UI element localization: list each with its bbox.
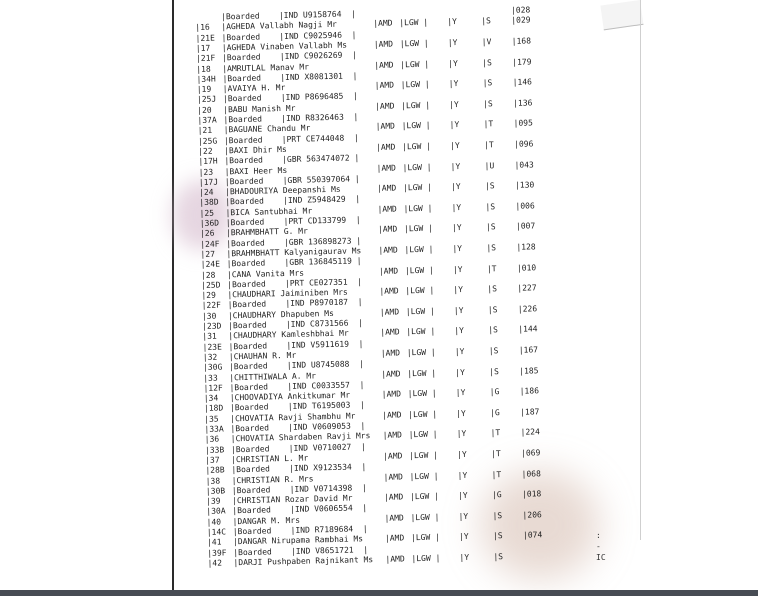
manifest-cell-amd: |AMD (381, 368, 401, 379)
manifest-cell-status: |V (481, 37, 492, 47)
manifest-cell-code: |17J (198, 177, 219, 187)
manifest-cell-status: |S (481, 16, 492, 26)
manifest-cell-code: |34H (196, 74, 216, 84)
manifest-cell-status: |S (492, 510, 503, 521)
manifest-cell-code: |36D (199, 218, 220, 228)
manifest-cell-name: |Boarded |IND Z5948429 | (225, 194, 361, 207)
manifest-cell-code: |23D (202, 321, 222, 331)
manifest-cell-name: |Boarded |GBR 550397064 | (224, 174, 360, 187)
manifest-cell-status: |S (485, 201, 496, 212)
manifest-cell-num: |010 (516, 262, 537, 273)
manifest-cell-amd: |AMD (384, 513, 404, 523)
manifest-cell-name: |DANGAR M. Mrs (232, 515, 301, 526)
manifest-cell-name: |DARJI Pushpaben Rajnikant Ms (233, 554, 374, 568)
manifest-cell-name: |CHAUHAN R. Mr (228, 350, 297, 362)
manifest-cell-status: |U (484, 160, 495, 170)
manifest-cell-amd: |AMD (375, 101, 395, 111)
page-right-edge (640, 0, 641, 540)
manifest-cell-status: |S (488, 346, 499, 356)
manifest-cell-name: |Boarded |IND U9158764 | (221, 9, 357, 22)
manifest-cell-num: |224 (520, 427, 540, 438)
manifest-cell-num: |029 (511, 15, 531, 26)
manifest-cell-amd: |AMD (375, 121, 396, 132)
manifest-cell-y: |Y (458, 511, 469, 521)
manifest-cell-name: |CHAUDHARY Kamleshbhai Mr (228, 328, 349, 341)
manifest-cell-code: |40 (206, 517, 222, 527)
manifest-cell-num: |206 (522, 509, 542, 520)
manifest-cell-name: |CHOOVADIYA Ankitkumar Mr (229, 390, 351, 403)
manifest-cell-y: |Y (453, 285, 464, 295)
manifest-cell-code: |35 (204, 414, 219, 424)
manifest-cell-name: |BHADOURIYA Deepanshi Ms (224, 184, 341, 197)
manifest-cell-y: |Y (457, 470, 468, 480)
manifest-cell-name: |CHRISTIAN L. Mr (231, 453, 309, 465)
manifest-cell-lgw: |LGW | (407, 368, 437, 378)
manifest-cell-status: |G (491, 490, 502, 500)
manifest-cell-amd: |AMD (379, 286, 399, 296)
manifest-cell-amd: |AMD (374, 80, 395, 91)
manifest-cell-y: |Y (457, 449, 467, 460)
manifest-cell-name: |BAGUANE Chandu Mr (223, 123, 311, 135)
manifest-cell-name: |CHITTHIWALA A. Mr (229, 370, 317, 382)
manifest-cell-lgw: |LGW | (402, 141, 432, 152)
manifest-cell-y: |Y (448, 58, 458, 68)
manifest-cell-status: |S (486, 243, 497, 253)
manifest-cell-amd: |AMD (373, 18, 393, 29)
manifest-cell-num: |187 (520, 406, 540, 417)
manifest-cell-y: |Y (455, 367, 465, 377)
manifest-cell-num: |018 (521, 489, 542, 499)
manifest-cell-amd: |AMD (378, 265, 399, 276)
manifest-cell-code: |29 (201, 290, 216, 301)
manifest-cell-num: |185 (519, 365, 539, 376)
manifest-cell-code: |23E (202, 342, 222, 352)
manifest-cell-amd: |AMD (382, 410, 402, 420)
manifest-cell-y: |Y (457, 491, 468, 501)
manifest-cell-amd: |AMD (381, 389, 402, 399)
manifest-cell-name: |Boarded |IND P8696485 | (222, 91, 358, 104)
viewer-bottom-bar (0, 590, 758, 596)
manifest-cell-amd: |AMD (380, 327, 400, 338)
manifest-cell-num: |167 (518, 345, 539, 355)
passenger-manifest (195, 2, 638, 577)
manifest-cell-name: |Boarded |IND P8970187 | (227, 297, 363, 310)
manifest-cell-y: |Y (456, 429, 467, 439)
manifest-cell-y: |Y (448, 79, 459, 89)
manifest-cell-code: |19 (196, 84, 212, 95)
manifest-cell-amd: |AMD (384, 533, 405, 544)
manifest-cell-lgw: |LGW | (404, 265, 434, 275)
manifest-cell-name: |AMRUTLAL Manav Mr (222, 61, 310, 73)
manifest-cell-code: |33A (204, 424, 224, 434)
manifest-cell-name: |Boarded |GBR 563474072 | (224, 153, 360, 166)
manifest-cell-lgw: |LGW | (406, 347, 436, 358)
manifest-cell-name: |BABU Manish Mr (223, 103, 296, 115)
manifest-cell-status: |S (493, 552, 504, 562)
manifest-cell-y: |Y (454, 326, 465, 336)
manifest-cell-code: |32 (202, 352, 218, 362)
manifest-cell-name: |BICA Santubhai Mr (225, 206, 313, 218)
manifest-cell-num: |146 (512, 77, 533, 87)
manifest-cell-num: |144 (518, 324, 538, 335)
manifest-cell-num: |096 (513, 139, 534, 149)
manifest-cell-y: |Y (450, 161, 461, 171)
manifest-cell-code: |18 (196, 64, 211, 74)
manifest-cell-name: |Boarded |IND R7189684 | (232, 524, 368, 537)
manifest-cell-name: |DANGAR Nirupama Rambhai Ms (232, 534, 364, 547)
manifest-cell-status: |S (484, 181, 495, 191)
manifest-cell-lgw: |LGW | (402, 162, 432, 172)
manifest-cell-y: |Y (447, 17, 458, 27)
manifest-cell-code: |30B (205, 486, 226, 496)
margin-mark: - (596, 542, 601, 551)
manifest-cell-status: |S (487, 304, 498, 315)
manifest-cell-y: |Y (459, 552, 470, 563)
manifest-cell-name: |BAXI Dhir Ms (224, 144, 287, 156)
manifest-cell-code: |23 (198, 167, 214, 177)
manifest-cell-amd: |AMD (377, 204, 397, 214)
manifest-cell-num: |007 (515, 221, 536, 232)
manifest-cell-name: |BRAHMBHATT G. Mr (225, 226, 308, 238)
manifest-cell-y: |Y (455, 388, 466, 398)
manifest-cell-amd: |AMD (385, 554, 405, 564)
manifest-cell-y: |Y (452, 243, 463, 254)
manifest-cell-y: |Y (449, 140, 460, 151)
manifest-cell-name: |Boarded |IND T6195003 | (229, 400, 365, 413)
manifest-cell-name: |Boarded |GBR 136898273 | (226, 235, 362, 248)
manifest-cell-code: |25 (199, 208, 215, 218)
manifest-cell-name: |BAXI Heer Ms (224, 165, 288, 176)
manifest-cell-lgw: |LGW | (403, 203, 433, 214)
manifest-cell-name: |AGHEDA Vallabh Nagji Mr (221, 20, 338, 32)
manifest-cell-code: |24E (200, 259, 221, 270)
manifest-cell-code: |33B (204, 445, 225, 455)
manifest-cell-lgw: |LGW | (411, 553, 441, 564)
manifest-cell-code: |17 (195, 43, 211, 53)
manifest-cell-name: |Boarded |IND R8326463 | (223, 112, 359, 125)
manifest-cell-name: |Boarded |IND V0609053 | (230, 421, 366, 434)
manifest-cell-status: |S (492, 531, 503, 541)
manifest-cell-name: |Boarded |IND V5911619 | (228, 338, 364, 351)
manifest-cell-amd: |AMD (376, 162, 396, 173)
manifest-cell-y: |Y (451, 202, 462, 212)
manifest-cell-status: |T (491, 469, 502, 479)
manifest-cell-status: |G (490, 407, 500, 418)
manifest-cell-lgw: |LGW | (410, 532, 440, 543)
manifest-cell-y: |Y (452, 264, 463, 274)
manifest-cell-lgw: |LGW | (399, 38, 429, 49)
manifest-cell-status: |T (483, 140, 494, 150)
manifest-cell-amd: |AMD (383, 492, 404, 502)
manifest-cell-lgw: |LGW | (410, 512, 440, 522)
manifest-cell-code: |34 (203, 393, 219, 403)
manifest-cell-num: |043 (514, 159, 534, 170)
manifest-cell-amd: |AMD (377, 224, 398, 235)
manifest-cell-code: |30G (202, 362, 223, 373)
manifest-cell-y: |Y (449, 120, 460, 130)
manifest-cell-amd: |AMD (380, 348, 401, 358)
manifest-cell-code: |30 (201, 311, 217, 321)
manifest-cell-name: |Boarded |IND V0714398 | (231, 483, 367, 496)
manifest-cell-code: |16 (195, 22, 210, 33)
manifest-cell-code: |22F (201, 300, 222, 311)
manifest-cell-lgw: |LGW | (400, 59, 430, 69)
manifest-cell-status: |S (488, 325, 499, 335)
manifest-cell-status: |S (489, 366, 499, 376)
manifest-cell-name: |CHOVATIA Ravji Shambhu Mr (230, 411, 356, 423)
manifest-cell-amd: |AMD (382, 430, 403, 441)
manifest-cell-code: |21F (195, 53, 216, 64)
manifest-cell-name: |Boarded |IND V0606554 | (232, 503, 368, 516)
manifest-cell-status: |T (486, 263, 497, 273)
manifest-cell-lgw: |LGW | (405, 306, 435, 316)
manifest-cell-name: |BRAHMBHATT Kalyanigaurav Ms (226, 246, 362, 259)
manifest-cell-name: |Boarded |IND C0033557 | (229, 380, 365, 393)
manifest-cell-num: |179 (512, 56, 532, 67)
manifest-cell-name: |CHRISTIAN R. Mrs (231, 473, 314, 485)
manifest-cell-amd: |AMD (373, 39, 394, 49)
manifest-cell-lgw: |LGW | (403, 223, 433, 234)
manifest-cell-code: |25J (196, 94, 217, 105)
manifest-cell-lgw: |LGW | (404, 244, 434, 255)
manifest-cell-name: |Boarded |IND U8745088 | (228, 359, 364, 372)
manifest-cell-code: |30A (206, 506, 226, 517)
manifest-cell-name: |Boarded |IND X9123534 | (231, 462, 367, 475)
manifest-cell-code: |21 (197, 125, 213, 136)
manifest-cell-code: |36 (204, 434, 220, 445)
manifest-cell-code: |39 (206, 496, 221, 506)
manifest-cell-code: |21E (195, 33, 215, 43)
manifest-cell-num: |068 (521, 468, 541, 479)
manifest-cell-status: |S (485, 222, 496, 232)
manifest-cell-lgw: |LGW | (399, 18, 429, 28)
manifest-cell-name: |CANA Vanita Mrs (226, 268, 305, 279)
manifest-cell-name: |CHAUDHARY Dhapuben Ms (227, 308, 334, 321)
margin-mark: IC (596, 553, 606, 562)
manifest-cell-name: |Boarded |GBR 136845119 | (226, 256, 362, 269)
manifest-cell-name: |AGHEDA Vinaben Vallabh Ms (221, 40, 348, 53)
margin-marks (596, 530, 610, 570)
manifest-cell-code: |18D (203, 403, 224, 414)
margin-mark: : (596, 531, 601, 540)
manifest-cell-name: |Boarded |IND V8651721 | (233, 544, 369, 557)
manifest-cell-code: |38D (199, 197, 219, 208)
manifest-cell-y: |Y (449, 99, 459, 109)
manifest-cell-y: |Y (451, 223, 462, 233)
manifest-cell-lgw: |LGW | (400, 79, 430, 90)
manifest-cell-amd: |AMD (383, 451, 403, 461)
manifest-cell-name: |AVAIYA H. Mr (222, 83, 286, 94)
manifest-cell-num: |136 (513, 98, 533, 108)
manifest-cell-num: |168 (511, 36, 532, 46)
manifest-cell-code: |12F (203, 383, 223, 393)
manifest-cell-status: |G (489, 387, 500, 397)
manifest-cell-lgw: |LGW | (402, 182, 433, 193)
manifest-cell-amd: |AMD (376, 142, 396, 152)
manifest-cell-num: |028 (510, 5, 531, 15)
manifest-cell-name: |Boarded |PRT CE744048 | (223, 132, 359, 145)
manifest-cell-status: |T (490, 449, 501, 459)
manifest-cell-code: |39F (207, 548, 227, 558)
manifest-cell-amd: |AMD (374, 60, 394, 70)
manifest-cell-name: |Boarded |IND V0710027 | (230, 441, 366, 454)
manifest-cell-code: |37A (197, 115, 217, 125)
manifest-cell-num: |128 (516, 242, 536, 252)
manifest-cell-lgw: |LGW | (405, 285, 435, 296)
manifest-cell-code: |42 (207, 558, 223, 568)
manifest-cell-code: |33 (203, 373, 218, 383)
manifest-cell-lgw: |LGW | (409, 471, 439, 481)
manifest-cell-num: |226 (517, 304, 538, 314)
manifest-cell-status: |S (487, 284, 498, 294)
manifest-cell-name: |Boarded |IND X8081301 | (222, 71, 358, 84)
manifest-cell-code: |25D (201, 280, 221, 290)
manifest-cell-code: |22 (198, 146, 213, 156)
manifest-cell-status: |T (483, 119, 494, 129)
manifest-cell-code: |28B (205, 465, 225, 476)
manifest-cell-amd: |AMD (376, 183, 397, 194)
manifest-cell-name: |CHAUDHARI Jaiminiben Mrs (227, 287, 348, 300)
manifest-cell-name: |Boarded |PRT CD133799 | (225, 215, 361, 228)
manifest-cell-name: |CHRISTIAN Rozar David Mr (231, 493, 353, 506)
manifest-cell-code: |31 (202, 331, 217, 342)
manifest-cell-lgw: |LGW | (407, 388, 437, 399)
manifest-cell-status: |S (482, 78, 493, 88)
manifest-cell-code: |41 (206, 537, 222, 548)
manifest-cell-name: |Boarded |IND C9026269 | (221, 50, 357, 63)
manifest-cell-code: |24F (200, 239, 220, 249)
manifest-cell-code: |27 (200, 249, 216, 259)
manifest-cell-code: |25G (197, 136, 218, 146)
manifest-cell-num: |227 (517, 283, 537, 293)
manifest-cell-status: |T (490, 428, 501, 438)
manifest-cell-num: |006 (515, 201, 535, 211)
manifest-cell-y: |Y (450, 182, 461, 192)
manifest-cell-code: |20 (197, 105, 212, 115)
manifest-cell-amd: |AMD (378, 245, 398, 255)
manifest-cell-y: |Y (456, 408, 466, 418)
manifest-cell-num: |074 (522, 530, 543, 540)
manifest-cell-lgw: |LGW | (401, 120, 431, 131)
manifest-cell-num: |130 (514, 180, 535, 190)
manifest-cell-code: |28 (200, 270, 216, 280)
manifest-cell-y: |Y (454, 346, 465, 357)
manifest-cell-code: |38 (205, 476, 221, 486)
page-left-edge (172, 0, 174, 590)
manifest-cell-code: |26 (199, 228, 215, 239)
manifest-cell-lgw: |LGW | (408, 429, 438, 440)
manifest-cell-num: |186 (519, 386, 540, 396)
manifest-cell-y: |Y (447, 37, 458, 48)
manifest-cell-num: |069 (520, 448, 541, 458)
manifest-cell-name: |CHOVATIA Shardaben Ravji Mrs (230, 431, 371, 444)
manifest-cell-num: |095 (513, 118, 533, 129)
manifest-cell-lgw: |LGW | (409, 491, 440, 502)
manifest-cell-status: |S (482, 57, 492, 67)
manifest-cell-name: |Boarded |IND C8731566 | (228, 318, 364, 331)
manifest-cell-code: |37 (205, 455, 220, 465)
manifest-cell-lgw: |LGW | (401, 100, 431, 111)
manifest-cell-status: |S (483, 98, 493, 109)
manifest-cell-amd: |AMD (379, 307, 400, 317)
manifest-cell-lgw: |LGW | (408, 409, 438, 419)
manifest-cell-lgw: |LGW | (406, 326, 436, 337)
manifest-cell-code: |24 (198, 187, 214, 198)
manifest-cell-code: |14C (206, 527, 227, 537)
manifest-cell-lgw: |LGW | (409, 450, 439, 461)
manifest-cell-name: |Boarded |IND C9025946 | (221, 29, 357, 42)
manifest-cell-code: |17H (198, 156, 218, 167)
manifest-cell-amd: |AMD (383, 471, 403, 482)
manifest-cell-y: |Y (453, 305, 464, 315)
manifest-cell-name: |Boarded |PRT CE027351 | (227, 277, 363, 290)
manifest-cell-y: |Y (458, 532, 469, 542)
